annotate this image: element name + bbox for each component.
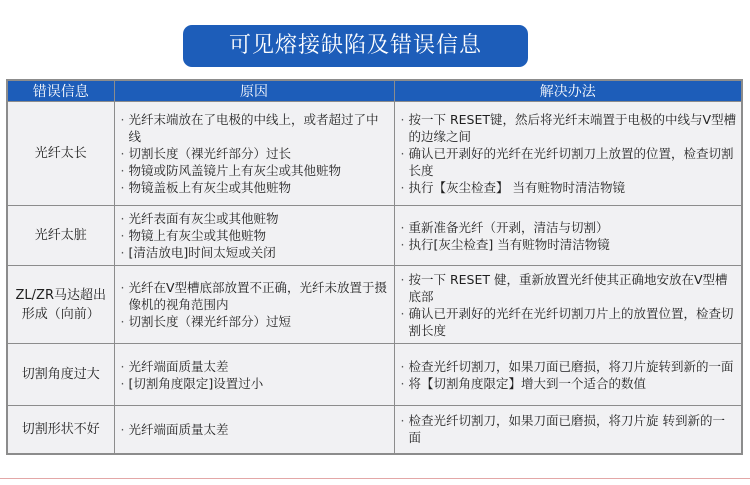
solution-item: · 执行[灰尘检查] 当有赃物时清洁物镜 bbox=[401, 236, 738, 253]
error-cell: 切割角度过大 bbox=[7, 344, 114, 406]
solution-item: · 检查光纤切割刀，如果刀面已磨损，将刀片旋 转到新的一面 bbox=[401, 412, 738, 446]
cause-item: · 光纤末端放在了电极的中线上，或者超过了中线 bbox=[121, 111, 390, 145]
cause-cell bbox=[114, 102, 394, 206]
defects-table bbox=[6, 79, 743, 455]
solution-item: · 检查光纤切割刀，如果刀面已磨损，将刀片旋转到新的一面 bbox=[401, 358, 738, 375]
solution-cell bbox=[394, 266, 742, 344]
solution-cell bbox=[394, 344, 742, 406]
solution-item: · 重新准备光纤（开剥，清洁与切割） bbox=[401, 219, 738, 236]
table-row bbox=[7, 206, 742, 266]
bottom-divider bbox=[0, 478, 750, 479]
table-header-row bbox=[7, 80, 742, 102]
error-cell: 光纤太脏 bbox=[7, 206, 114, 266]
cause-item: · 切割长度（裸光纤部分）过长 bbox=[121, 145, 390, 162]
header-error: 错误信息 bbox=[7, 80, 114, 102]
table-row bbox=[7, 102, 742, 206]
cause-cell bbox=[114, 406, 394, 454]
error-cell: ZL/ZR马达超出形成（向前） bbox=[7, 266, 114, 344]
solution-cell bbox=[394, 206, 742, 266]
solution-cell bbox=[394, 406, 742, 454]
solution-item: · 按一下 RESET键，然后将光纤末端置于电极的中线与V型槽的边缘之间 bbox=[401, 111, 738, 145]
solution-item: · 将【切割角度限定】增大到一个适合的数值 bbox=[401, 375, 738, 392]
page-title: 可见熔接缺陷及错误信息 bbox=[183, 25, 528, 67]
solution-item: · 确认已开剥好的光纤在光纤切割刀片上的放置位置，检查切割长度 bbox=[401, 305, 738, 339]
cause-item: · 物镜或防风盖镜片上有灰尘或其他赃物 bbox=[121, 162, 390, 179]
cause-item: · 光纤在V型槽底部放置不正确，光纤未放置于摄像机的视角范围内 bbox=[121, 279, 390, 313]
table-row bbox=[7, 344, 742, 406]
cause-item: · [清洁放电]时间太短或关闭 bbox=[121, 244, 390, 261]
cause-item: · 切割长度（裸光纤部分）过短 bbox=[121, 313, 390, 330]
solution-item: · 确认已开剥好的光纤在光纤切割刀上放置的位置，检查切割长度 bbox=[401, 145, 738, 179]
solution-item: · 执行【灰尘检查】 当有赃物时清洁物镜 bbox=[401, 179, 738, 196]
cause-cell bbox=[114, 344, 394, 406]
solution-item: · 按一下 RESET 健，重新放置光纤使其正确地安放在V型槽底部 bbox=[401, 271, 738, 305]
cause-item: · 物镜盖板上有灰尘或其他赃物 bbox=[121, 179, 390, 196]
cause-item: · 物镜上有灰尘或其他赃物 bbox=[121, 227, 390, 244]
solution-cell bbox=[394, 102, 742, 206]
table-row bbox=[7, 266, 742, 344]
error-cell: 光纤太长 bbox=[7, 102, 114, 206]
cause-item: · 光纤端面质量太差 bbox=[121, 358, 390, 375]
cause-cell bbox=[114, 206, 394, 266]
cause-item: · 光纤表面有灰尘或其他赃物 bbox=[121, 210, 390, 227]
error-cell: 切割形状不好 bbox=[7, 406, 114, 454]
header-solution: 解决办法 bbox=[394, 80, 742, 102]
cause-item: · [切割角度限定]设置过小 bbox=[121, 375, 390, 392]
table-row bbox=[7, 406, 742, 454]
cause-item: · 光纤端面质量太差 bbox=[121, 421, 390, 438]
header-cause: 原因 bbox=[114, 80, 394, 102]
cause-cell bbox=[114, 266, 394, 344]
